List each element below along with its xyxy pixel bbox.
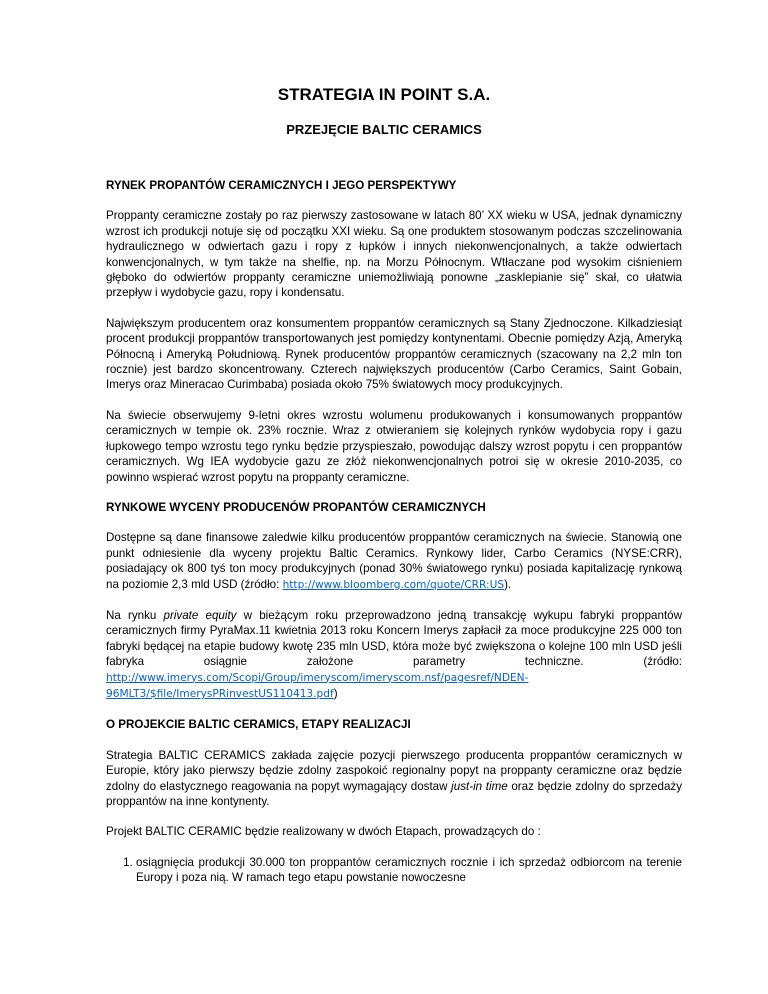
paragraph-text: ). — [504, 577, 512, 591]
paragraph-market-1: Proppanty ceramiczne zostały po raz pierwszy zastosowane w latach 80’ XX wieku w USA, jednak dynamiczny wzrost ich produkcji notuje się od początku XXI wieku. Są one produktem stosowanym podczas szczelinowania hydraulicznego w odwiertach gazu i ropy z łupków i innych niekonwencjonalnych, a także odwiertach konwencjonalnych, w tym także na shelfie, np. na Morzu Północnym. Wtłaczane pod wysokim ciśnieniem głęboko do odwiertów proppanty ceramiczne uniemożliwiają ponowne „zasklepianie się” skał, co ułatwia przepływ i wydobycie gazu, ropy i kondensatu. — [106, 209, 682, 300]
bloomberg-link[interactable]: http://www.bloomberg.com/quote/CRR:US — [282, 578, 505, 591]
list-item: 1. osiągnięcia produkcji 30.000 ton proppantów ceramicznych rocznie i ich sprzedaż odbiorcom na terenie Europy i poza nią. W ramach tego etapu powstanie nowoczesne — [136, 855, 682, 886]
document-subtitle: PRZEJĘCIE BALTIC CERAMICS — [286, 122, 482, 137]
paragraph-valuations-1 — [106, 530, 682, 593]
paragraph-text: w bieżącym roku przeprowadzono jedną transakcję wykupu fabryki proppantów ceramicznych firmy PyraMax.11 kwietnia 2013 roku Koncern Imerys zapłacił za moce produkcyjne 225 000 ton fabryki będącej na etapie budowy kwotę 235 mln USD, która może być zwiększona o kolejne 100 mln USD jeśli fabryka osiągnie założone parametry techniczne. (źródło: — [106, 608, 682, 669]
paragraph-project-2: Projekt BALTIC CERAMIC będzie realizowany w dwóch Etapach, prowadzących do : — [106, 825, 541, 839]
paragraph-market-3: Na świecie obserwujemy 9-letni okres wzrostu wolumenu produkowanych i konsumowanych proppantów ceramicznych w tempie ok. 23% rocznie. Wraz z otwieraniem się kolejnych rynków wydobycia ropy i gazu łupkowego tempo wzrostu tego rynku będzie przyspieszało, powodując dalszy wzrost popytu i cen proppantów ceramicznych. Wg IEA wydobycie gazu ze złóż niekonwencjonalnych potroi się w okresie 2010-2035, co powinno wspierać wzrost popytu na proppanty ceramiczne. — [106, 408, 682, 484]
paragraph-text: Strategia BALTIC CERAMICS zakłada zajęcie pozycji pierwszego producenta proppantów ceramicznych w Europie, który jako pierwszy będzie zdolny zaspokoić regionalny popyt na proppanty ceramiczne oraz będzie zdolny do elastycznego reagowania na popyt wymagający dostaw — [106, 748, 682, 793]
document-title: STRATEGIA IN POINT S.A. — [277, 85, 491, 104]
paragraph-text: oraz będzie zdolny do sprzedaży proppantów na inne kontynenty. — [106, 779, 682, 808]
section-heading-valuations: RYNKOWE WYCENY PRODUCENÓW PROPANTÓW CERAMICZNYCH — [106, 500, 486, 514]
document-body — [106, 178, 682, 886]
paragraph-project-1 — [106, 748, 682, 810]
project-stages-list — [106, 855, 682, 886]
section-heading-project: O PROJEKCIE BALTIC CERAMICS, ETAPY REALIZACJI — [106, 718, 411, 732]
section-heading-market: RYNEK PROPANTÓW CERAMICZNYCH I JEGO PERSPEKTYWY — [106, 179, 457, 192]
paragraph-valuations-2 — [106, 608, 682, 702]
imerys-link[interactable]: http://www.imerys.com/Scopi/Group/imeryscom/imeryscom.nsf/pagesref/NDEN-96MLT3/$file/ImerysPRinvestUS110413.pdf — [106, 671, 529, 700]
paragraph-text: ) — [333, 686, 338, 700]
paragraph-market-2: Największym producentem oraz konsumentem proppantów ceramicznych są Stany Zjednoczone. Kilkadziesiąt procent produkcji proppantów transportowanych jest pomiędzy kontynentami. Obecnie pomiędzy Azją, Ameryką Północną i Ameryką Południową. Rynek producentów proppantów ceramicznych (szacowany na 2,2 mln ton rocznie) jest bardzo skoncentrowany. Czterech największych producentów (Carbo Ceramics, Saint Gobain, Imerys oraz Mineracao Curimbaba) posiada około 75% światowych mocy produkcyjnych. — [106, 316, 682, 392]
emphasis-text: just-in time — [451, 779, 508, 793]
paragraph-text: Na rynku — [106, 608, 164, 622]
emphasis-text: private equity — [163, 608, 237, 622]
paragraph-text: Dostępne są dane finansowe zaledwie kilku producentów proppantów ceramicznych na świecie. Stanowią one punkt odniesienie dla wyceny projektu Baltic Ceramics. Rynkowy lider, Carbo Ceramics (NYSE:CRR), posiadający ok 800 tyś ton mocy produkcyjnych (ponad 30% światowego rynku) posiada kapitalizację rynkową na poziomie 2,3 mld USD (źródło: — [106, 531, 682, 591]
